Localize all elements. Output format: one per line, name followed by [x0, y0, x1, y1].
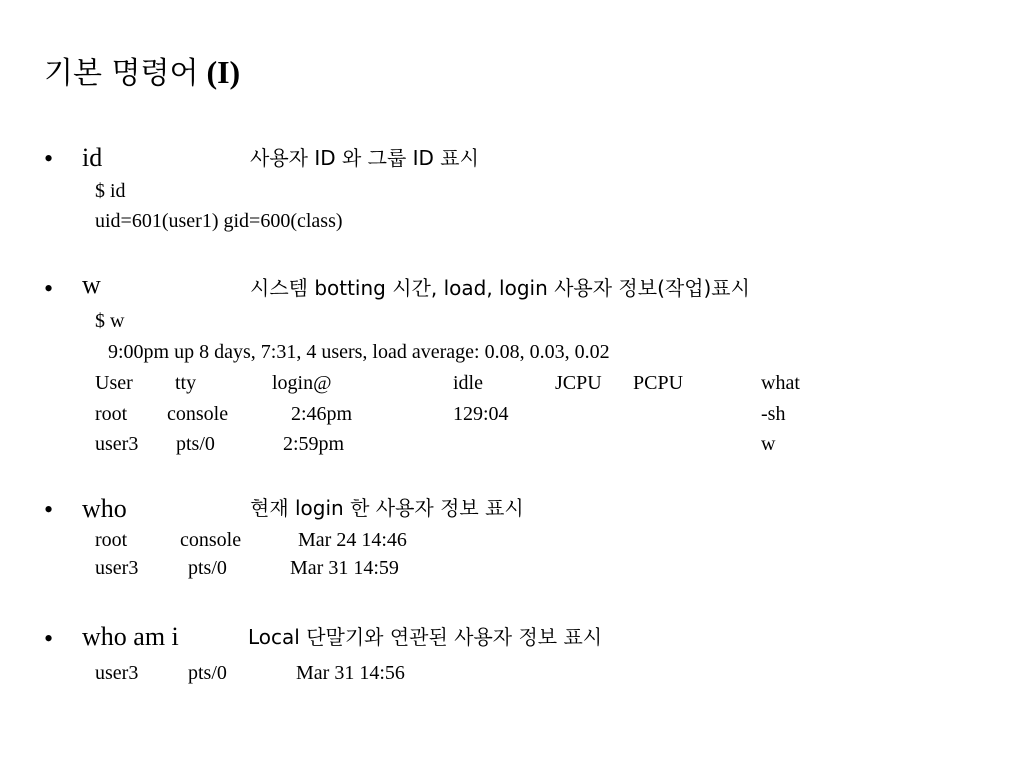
table-cell: console: [180, 529, 242, 551]
bullet-marker: •: [44, 274, 54, 303]
command-who: who: [82, 494, 127, 523]
title-suffix: (I): [206, 54, 241, 90]
table-header: tty: [175, 372, 197, 394]
description-who: 현재 login 한 사용자 정보 표시: [250, 496, 524, 520]
table-cell: w: [761, 433, 776, 455]
table-cell: console: [167, 403, 229, 425]
table-header: login@: [272, 372, 332, 394]
description-who-am-i: Local 단말기와 연관된 사용자 정보 표시: [248, 625, 603, 649]
bullet-marker: •: [44, 144, 54, 173]
output-line: $ id: [95, 180, 126, 202]
table-cell: 2:59pm: [283, 433, 345, 455]
table-cell: user3: [95, 662, 139, 684]
command-who-am-i: who am i: [82, 622, 179, 651]
description-w: 시스템 botting 시간, load, login 사용자 정보(작업)표시: [250, 276, 750, 300]
table-header: what: [761, 372, 800, 394]
table-cell: Mar 31 14:56: [296, 662, 405, 684]
table-header: User: [95, 372, 133, 394]
table-header: PCPU: [633, 372, 684, 394]
table-cell: Mar 31 14:59: [290, 557, 399, 579]
command-w: w: [82, 270, 101, 299]
bullet-marker: •: [44, 624, 54, 653]
table-cell: 2:46pm: [291, 403, 353, 425]
output-line: 9:00pm up 8 days, 7:31, 4 users, load average: 0.08, 0.03, 0.02: [108, 341, 610, 363]
table-cell: user3: [95, 433, 139, 455]
description-id: 사용자 ID 와 그룹 ID 표시: [250, 146, 479, 170]
table-cell: Mar 24 14:46: [298, 529, 407, 551]
table-cell: 129:04: [453, 403, 509, 425]
output-line: $ w: [95, 310, 125, 332]
table-cell: -sh: [761, 403, 786, 425]
table-cell: root: [95, 529, 128, 551]
table-header: JCPU: [555, 372, 602, 394]
output-line: uid=601(user1) gid=600(class): [95, 210, 343, 232]
command-id: id: [82, 143, 103, 172]
table-cell: root: [95, 403, 128, 425]
table-cell: pts/0: [176, 433, 215, 455]
table-header: idle: [453, 372, 483, 394]
table-cell: pts/0: [188, 557, 227, 579]
table-cell: user3: [95, 557, 139, 579]
title-korean: 기본 명령어: [44, 56, 199, 91]
bullet-marker: •: [44, 495, 54, 524]
table-cell: pts/0: [188, 662, 227, 684]
page-title: [44, 56, 240, 89]
